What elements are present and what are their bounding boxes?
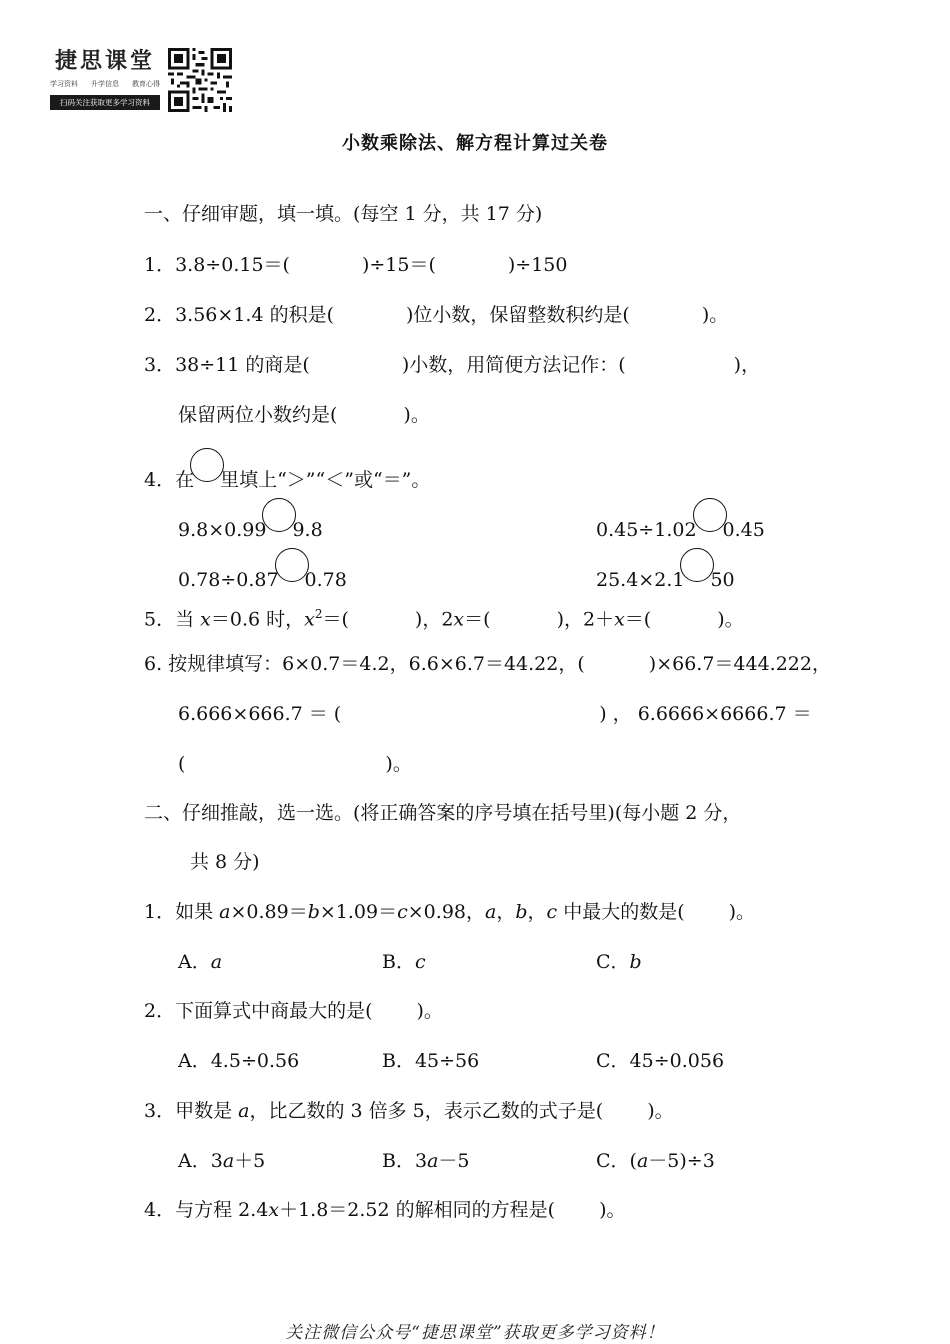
text: ×1.09＝ <box>319 901 398 923</box>
text: 9.8×0.99 <box>178 519 267 541</box>
option-c: C．45÷0.056 <box>596 1050 725 1072</box>
var: c <box>397 901 408 923</box>
logo <box>50 44 160 110</box>
footer-note: 关注微信公众号“捷思课堂”获取更多学习资料！ <box>285 1323 665 1343</box>
text: 中最大的数是( <box>557 901 685 923</box>
text: 6.666×666.7 ＝ ( <box>178 703 342 725</box>
text: 0.78 <box>304 569 347 591</box>
var: b <box>629 951 642 973</box>
option-a: A．4.5÷0.56 <box>178 1050 300 1072</box>
text: )，2 <box>414 608 454 631</box>
question-1-1 <box>144 253 568 277</box>
text: 2．3.56×1.4 的积是( <box>144 304 334 326</box>
compare-row-1-left <box>178 510 323 544</box>
text: 保留两位小数约是( <box>178 404 338 426</box>
circle-blank[interactable] <box>275 548 309 582</box>
text: )÷150 <box>507 254 568 276</box>
logo-tag: 教育心得 <box>132 80 160 88</box>
option-b <box>382 950 426 974</box>
text: )。 <box>416 1000 443 1022</box>
text: C． <box>596 951 630 973</box>
logo-tag: 学习资料 <box>50 80 78 88</box>
text: A．3 <box>178 1150 223 1172</box>
question-1-2 <box>144 303 728 327</box>
text: B． <box>382 951 415 973</box>
text: ) ， 6.6666×6666.7 ＝ <box>599 703 812 725</box>
text: 1．3.8÷0.15＝( <box>144 254 290 276</box>
var: x <box>268 1199 280 1221</box>
option-c <box>596 1149 715 1173</box>
var: c <box>546 901 558 923</box>
qr-code-icon <box>168 48 232 112</box>
compare-row-2-left <box>178 560 347 594</box>
text: ， <box>527 901 547 923</box>
logo-tags <box>50 79 160 89</box>
text: )，2＋ <box>556 608 615 631</box>
circle-blank[interactable] <box>693 498 727 532</box>
text: 4．与方程 2.4 <box>144 1199 269 1221</box>
logo-title: 捷思课堂 <box>54 48 155 74</box>
text: 0.78÷0.87 <box>178 569 279 591</box>
question-1-4 <box>144 460 430 494</box>
page-title: 小数乘除法、解方程计算过关卷 <box>342 133 608 154</box>
question-2-1 <box>144 900 755 924</box>
logo-tag: 升学信息 <box>91 80 119 88</box>
text: ( <box>178 753 186 775</box>
text: )。 <box>403 404 430 426</box>
question-2-2 <box>144 999 443 1023</box>
text: ＋5 <box>234 1150 266 1172</box>
text: )。 <box>385 753 412 775</box>
compare-row-1-right <box>596 510 765 544</box>
question-1-6-cont <box>178 702 812 726</box>
text: 5．当 <box>144 608 201 631</box>
text: )小数，用简便方法记作：( <box>401 354 626 376</box>
var: x <box>614 608 625 631</box>
text: 50 <box>710 569 735 591</box>
text: )。 <box>717 608 744 631</box>
text: ×0.89＝ <box>230 901 308 923</box>
compare-row-2-right <box>596 560 735 594</box>
var: a <box>485 901 497 923</box>
text: ， <box>496 901 516 923</box>
text: ×0.98， <box>407 901 485 923</box>
text: －5 <box>438 1150 470 1172</box>
text: )。 <box>701 304 729 326</box>
question-2-4 <box>144 1198 625 1222</box>
option-a <box>178 1149 265 1173</box>
question-1-3-cont <box>178 403 430 427</box>
text: 3．38÷11 的商是( <box>144 354 310 376</box>
question-1-6 <box>144 652 831 676</box>
section1-heading: 一、仔细审题，填一填。(每空 1 分，共 17 分) <box>144 203 543 225</box>
var: a <box>219 901 231 923</box>
option-c <box>596 950 642 974</box>
var: a <box>427 1150 439 1172</box>
text: 6. 按规律填写：6×0.7＝4.2，6.6×6.7＝44.22，( <box>144 653 585 675</box>
text: ＝( <box>464 608 491 631</box>
option-b: B．45÷56 <box>382 1050 480 1072</box>
var: b <box>515 901 528 923</box>
text: )×66.7＝444.222， <box>648 653 831 675</box>
text: －5)÷3 <box>648 1150 715 1172</box>
var: a <box>636 1150 649 1172</box>
text: )÷15＝( <box>361 254 436 276</box>
text: 里填上“＞”“＜”或“＝”。 <box>220 469 431 491</box>
text: 0.45÷1.02 <box>596 519 697 541</box>
text: )， <box>733 354 761 376</box>
text: 3．甲数是 <box>144 1100 239 1122</box>
superscript: 2 <box>314 607 323 621</box>
option-b <box>382 1149 469 1173</box>
text: 1．如果 <box>144 901 220 923</box>
text: 0.45 <box>722 519 765 541</box>
text: )。 <box>647 1100 674 1122</box>
question-2-3 <box>144 1099 674 1123</box>
question-1-6-cont2 <box>178 752 412 776</box>
text: ＝( <box>322 608 349 631</box>
var: x <box>453 608 465 631</box>
text: )。 <box>728 901 756 923</box>
text: )。 <box>599 1199 626 1221</box>
text: 4．在 <box>144 469 195 491</box>
var: a <box>238 1100 250 1122</box>
option-a <box>178 950 222 974</box>
text: ，比乙数的 3 倍多 5，表示乙数的式子是( <box>249 1100 604 1122</box>
text: ＝0.6 时， <box>210 608 305 631</box>
text: C．( <box>596 1150 637 1172</box>
text: ＋1.8＝2.52 的解相同的方程是( <box>279 1199 556 1221</box>
text: A． <box>178 951 211 973</box>
logo-scan-text: 扫码关注获取更多学习资料 <box>50 95 160 110</box>
question-1-3 <box>144 353 760 377</box>
section2-heading-cont: 共 8 分) <box>190 851 260 873</box>
var: a <box>210 951 223 973</box>
var: c <box>414 951 426 973</box>
circle-blank[interactable] <box>190 448 224 482</box>
text: )位小数，保留整数积约是( <box>405 304 630 326</box>
var: b <box>307 901 320 923</box>
var: a <box>222 1150 235 1172</box>
text: 2．下面算式中商最大的是( <box>144 1000 373 1022</box>
question-1-5 <box>144 602 744 631</box>
var: x <box>304 608 315 631</box>
section2-heading: 二、仔细推敲，选一选。(将正确答案的序号填在括号里)(每小题 2 分， <box>144 802 742 824</box>
text: ＝( <box>624 608 652 631</box>
text: B．3 <box>382 1150 428 1172</box>
text: 9.8 <box>292 519 323 541</box>
var: x <box>200 608 211 631</box>
text: 25.4×2.1 <box>596 569 685 591</box>
